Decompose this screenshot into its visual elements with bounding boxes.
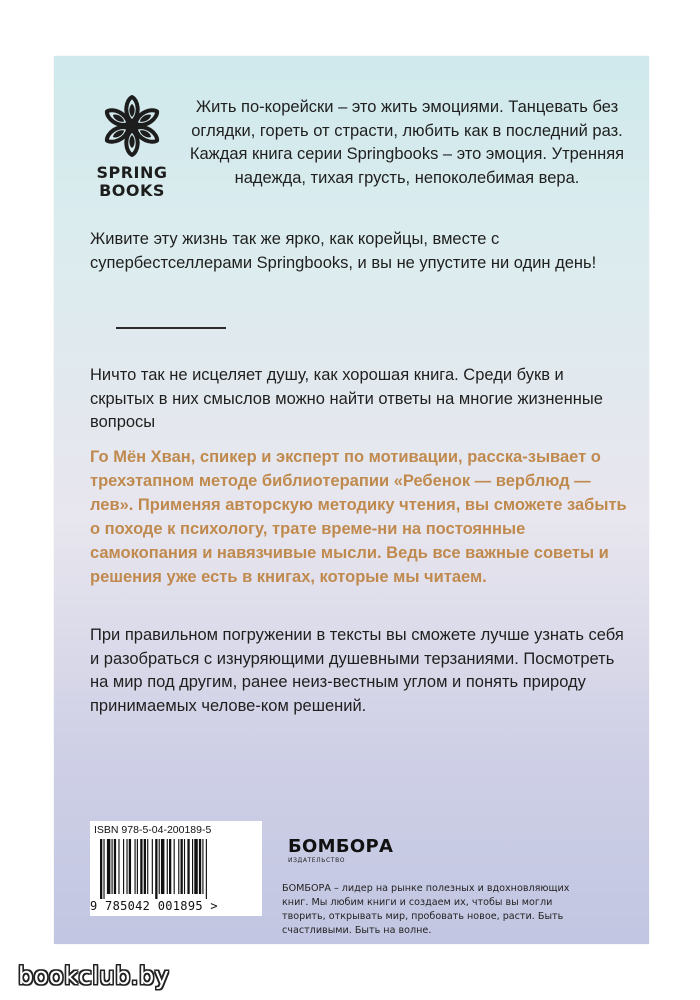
barcode-bar: [202, 839, 203, 894]
springbooks-logo: [92, 94, 172, 234]
barcode-bar: [192, 839, 193, 894]
barcode-bar: [187, 839, 189, 894]
site-watermark: bookclub.by: [18, 962, 170, 990]
barcode-bar: [178, 839, 179, 894]
barcode-bar: [107, 839, 110, 894]
isbn-barcode: [90, 821, 262, 916]
publisher-subtitle: ИЗДАТЕЛЬСТВО: [288, 857, 346, 864]
barcode-bar: [100, 839, 102, 899]
barcode-bar: [155, 839, 157, 899]
barcode-bar: [184, 839, 185, 894]
barcode-bar: [137, 839, 138, 894]
barcode-bar: [103, 839, 104, 899]
barcode-bar: [174, 839, 175, 894]
book-back-cover: [54, 56, 649, 944]
barcode-bar: [126, 839, 127, 894]
live-paragraph: Живите эту жизнь так же ярко, как корейцы, вместе с супербестселлерами Springbooks, и вы не упустите ни один день!: [90, 230, 597, 272]
logo-line-1: SPRING: [96, 163, 168, 182]
barcode-bar: [140, 839, 142, 894]
barcode-bar: [161, 839, 164, 894]
logo-text: [96, 164, 167, 200]
immersion-paragraph: При правильном погружении в тексты вы сможете лучше узнать себя и разобраться с изнуряющими душевными терзаниями. Посмотреть на мир под другим, ранее неиз-вестным углом и понять природу принимаемых челове-ком решений.: [90, 626, 624, 715]
barcode-bar: [206, 839, 207, 899]
author-paragraph: Го Мён Хван, спикер и эксперт по мотивации, расска-зывает о трехэтапном методе библиотерапии «Ребенок — верблюд — лев». Применяя авторскую методику чтения, вы сможете забыть о походе к психологу, трате време-ни на постоянные самокопания и навязчивые мысли. Ведь все важные советы и решения уже есть в книгах, которые мы читаем.: [90, 448, 627, 586]
publisher-description: БОМБОРА – лидер на рынке полезных и вдохновляющих книг. Мы любим книги и создаем их, чтобы вы могли творить, открывать мир, пробовать новое, расти. Быть счастливыми. Быть на волне.: [282, 883, 570, 936]
barcode-bars: [96, 839, 256, 899]
barcode-bar: [144, 839, 146, 894]
barcode-digits: 9 785042 001895 >: [90, 899, 218, 913]
barcode-bar: [194, 839, 197, 894]
barcode-bar: [159, 839, 160, 894]
isbn-label: ISBN 978-5-04-200189-5: [94, 824, 212, 836]
publisher-logo: [282, 826, 394, 876]
flower-logo-icon: [100, 94, 164, 158]
barcode-bar: [167, 839, 168, 894]
barcode-bar: [147, 839, 148, 894]
logo-line-2: BOOKS: [99, 181, 165, 200]
barcode-bar: [169, 839, 171, 894]
barcode-bar: [118, 839, 119, 894]
section-divider: [116, 327, 226, 329]
barcode-bar: [123, 839, 124, 894]
barcode-bar: [129, 839, 131, 894]
barcode-bar: [199, 839, 201, 894]
publisher-name: БОМБОРА: [288, 836, 394, 857]
barcode-bar: [181, 839, 183, 894]
barcode-bar: [112, 839, 113, 894]
barcode-bar: [114, 839, 116, 894]
healing-paragraph: Ничто так не исцеляет душу, как хорошая книга. Среди букв и скрытых в них смыслов можно найти ответы на многие жизненные вопросы: [90, 366, 603, 431]
intro-paragraph: Жить по-корейски – это жить эмоциями. Танцевать без оглядки, гореть от страсти, любить как в последний раз. Каждая книга серии Springbooks – это эмоция. Утренняя надежда, тихая грусть, непоколебимая вера.: [189, 98, 625, 187]
barcode-bar: [135, 839, 136, 894]
barcode-bar: [152, 839, 153, 894]
